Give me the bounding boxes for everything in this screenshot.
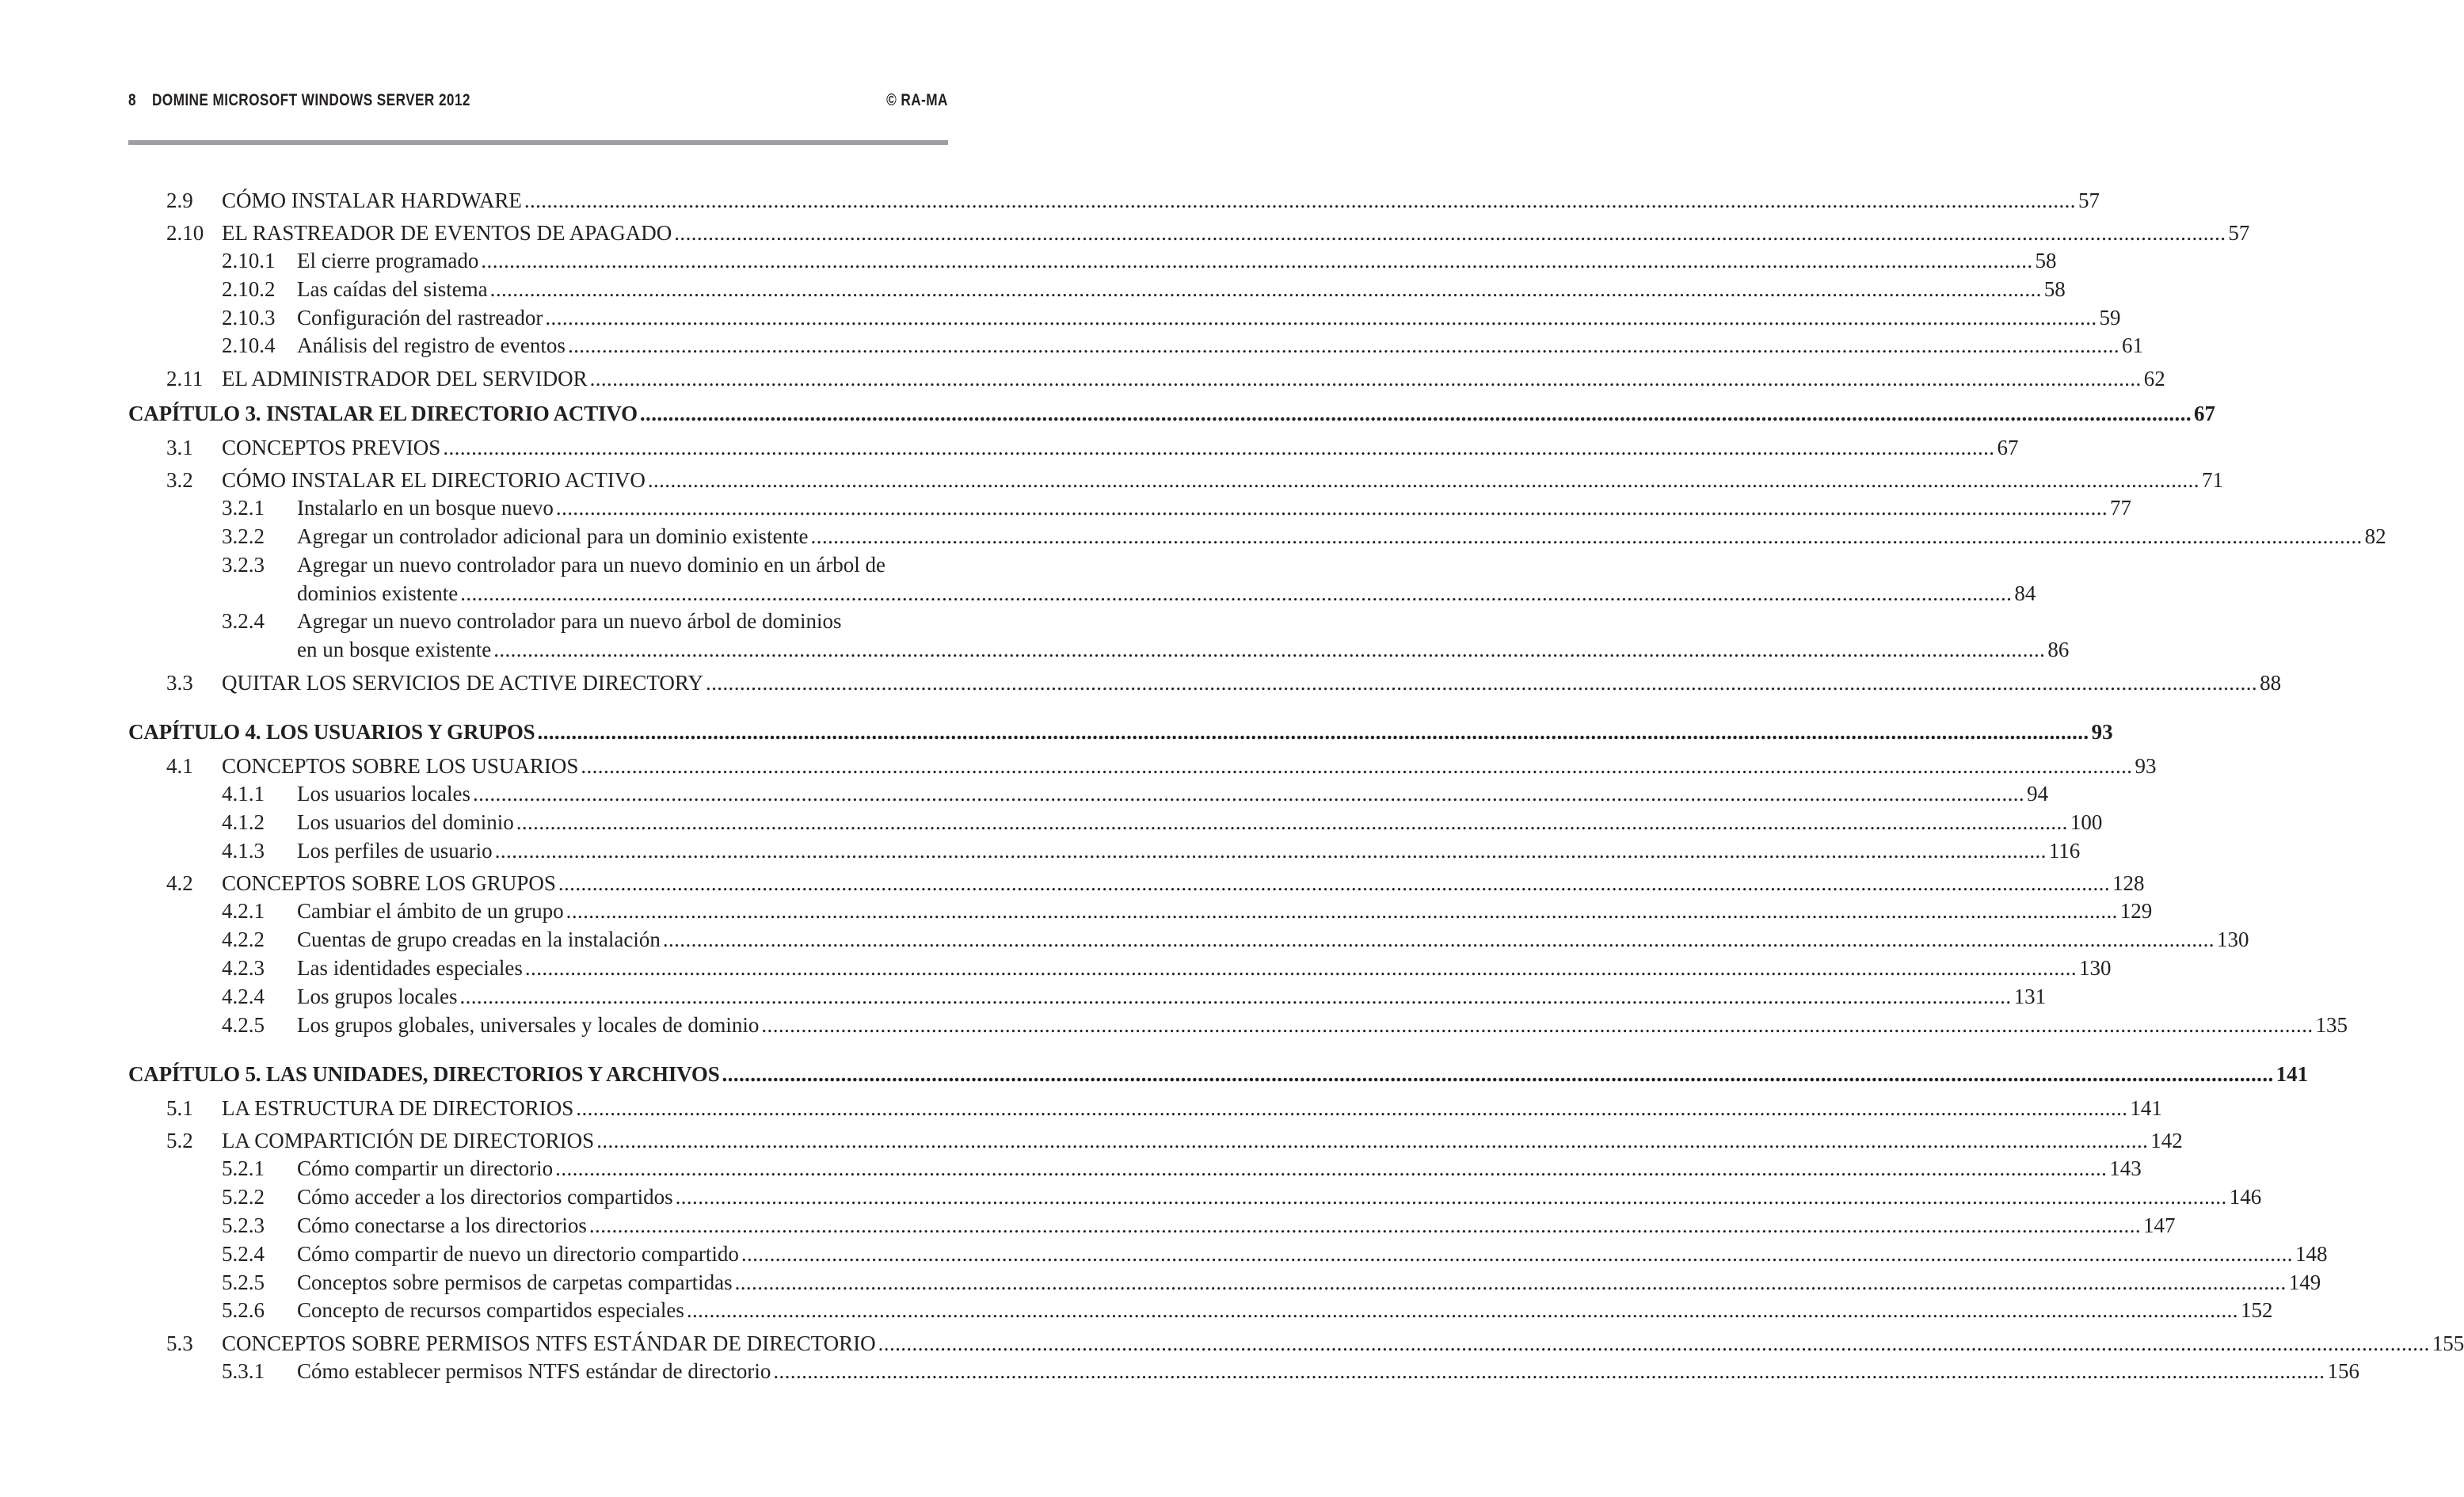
- entry-number: 2.10.2: [222, 276, 276, 301]
- entry-title: CONCEPTOS SOBRE LOS GRUPOS: [222, 871, 556, 896]
- dot-leader: [640, 398, 2192, 429]
- entry-page: 100: [2070, 809, 2103, 834]
- entry-number: 2.10: [166, 221, 204, 245]
- toc-entry-section[interactable]: [128, 669, 2282, 697]
- toc-entry-subsection[interactable]: [128, 523, 2386, 551]
- entry-title: Los usuarios del dominio: [297, 809, 514, 834]
- entry-title: CONCEPTOS SOBRE PERMISOS NTFS ESTÁNDAR DE DIRECTORIO: [222, 1331, 876, 1356]
- toc-entry-section[interactable]: [128, 1126, 2183, 1155]
- toc-entry-subsection[interactable]: [128, 983, 2047, 1011]
- entry-title-continued: en un bosque existente: [297, 638, 492, 662]
- toc-entry-subsection[interactable]: [128, 608, 948, 636]
- toc-entry-subsection[interactable]: [128, 551, 948, 580]
- entry-number: 5.2.5: [222, 1270, 265, 1294]
- entry-title: Las caídas del sistema: [297, 276, 488, 301]
- toc-entry-subsection[interactable]: [128, 1011, 2348, 1040]
- dot-leader: [674, 219, 2226, 247]
- dot-leader: [722, 1058, 2274, 1090]
- dot-leader: [811, 523, 2363, 551]
- entry-number: 4.2.4: [222, 984, 265, 1008]
- entry-number: 4.2.1: [222, 899, 265, 924]
- entry-title: CONCEPTOS SOBRE LOS USUARIOS: [222, 753, 579, 778]
- toc-entry-subsection[interactable]: [128, 332, 2144, 360]
- entry-page: 146: [2229, 1185, 2262, 1209]
- entry-title: Cómo acceder a los directorios compartidos: [297, 1185, 673, 1209]
- entry-number: 3.2.1: [222, 496, 265, 520]
- toc-entry-subsection[interactable]: [128, 1155, 2142, 1183]
- entry-title: CAPÍTULO 4. LOS USUARIOS Y GRUPOS: [128, 719, 535, 744]
- entry-title: Conceptos sobre permisos de carpetas compartidas: [297, 1270, 733, 1294]
- toc-entry-subsection[interactable]: [128, 304, 2121, 333]
- header-left: [128, 91, 482, 110]
- entry-number: 5.3: [166, 1331, 193, 1356]
- entry-title: Cómo compartir de nuevo un directorio compartido: [297, 1241, 739, 1266]
- entry-number: 4.2.2: [222, 928, 265, 952]
- entry-title: LA ESTRUCTURA DE DIRECTORIOS: [222, 1096, 574, 1121]
- dot-leader: [596, 1126, 2148, 1155]
- entry-title: Agregar un nuevo controlador para un nuevo árbol de dominios: [297, 609, 842, 634]
- entry-page: 77: [2110, 496, 2132, 520]
- dot-leader: [676, 1183, 2227, 1212]
- entry-page: 62: [2143, 367, 2165, 391]
- entry-page: 141: [2130, 1096, 2162, 1121]
- entry-title: Configuración del rastreador: [297, 305, 543, 329]
- entry-number: 4.1.2: [222, 809, 265, 834]
- toc-entry-continuation[interactable]: [128, 580, 2036, 608]
- entry-page: 94: [2027, 781, 2049, 806]
- entry-page: 149: [2288, 1270, 2321, 1294]
- dot-leader: [568, 332, 2119, 360]
- entry-page: 129: [2119, 899, 2153, 924]
- entry-page: 67: [1997, 436, 2019, 460]
- entry-page: 155: [2432, 1331, 2464, 1356]
- entry-number: 5.2.2: [222, 1185, 265, 1209]
- book-title: DOMINE MICROSOFT WINDOWS SERVER 2012: [151, 91, 470, 109]
- entry-page: 84: [2014, 581, 2036, 605]
- dot-leader: [556, 494, 2108, 523]
- entry-title: QUITAR LOS SERVICIOS DE ACTIVE DIRECTORY: [222, 670, 703, 695]
- dot-leader: [443, 433, 1994, 462]
- entry-title-continued: dominios existente: [297, 581, 459, 605]
- entry-page: 131: [2013, 984, 2047, 1008]
- entry-title: Instalarlo en un bosque nuevo: [297, 496, 554, 520]
- toc-entry-section[interactable]: [128, 186, 2100, 215]
- toc-entry-section[interactable]: [128, 364, 2165, 393]
- entry-title: Los grupos locales: [297, 984, 458, 1008]
- dot-leader: [663, 926, 2215, 954]
- entry-title: Concepto de recursos compartidos especiales: [297, 1298, 684, 1323]
- entry-number: 5.2.4: [222, 1241, 265, 1266]
- dot-leader: [493, 636, 2045, 665]
- entry-page: 61: [2122, 333, 2144, 358]
- entry-number: 3.2: [166, 468, 193, 493]
- entry-title: CAPÍTULO 3. INSTALAR EL DIRECTORIO ACTIVO: [128, 402, 638, 426]
- toc-entry-section[interactable]: [128, 752, 2157, 780]
- entry-number: 4.2.5: [222, 1012, 265, 1037]
- entry-title: El cierre programado: [297, 249, 479, 272]
- toc-entry-subsection[interactable]: [128, 837, 2081, 866]
- entry-number: 3.3: [166, 670, 193, 695]
- dot-leader: [648, 466, 2199, 494]
- entry-number: 5.2.1: [222, 1156, 265, 1181]
- entry-number: 3.2.3: [222, 552, 265, 577]
- entry-title: CAPÍTULO 5. LAS UNIDADES, DIRECTORIOS Y ARCHIVOS: [128, 1062, 720, 1087]
- dot-leader: [495, 837, 2047, 866]
- entry-title: EL RASTREADOR DE EVENTOS DE APAGADO: [222, 221, 672, 245]
- toc-entry-subsection[interactable]: [128, 1212, 2176, 1240]
- entry-number: 4.2.3: [222, 955, 265, 980]
- entry-title: LA COMPARTICIÓN DE DIRECTORIOS: [222, 1129, 595, 1153]
- toc-entry-subsection[interactable]: [128, 809, 2103, 837]
- entry-number: 5.2.3: [222, 1213, 265, 1237]
- toc-entry-subsection[interactable]: [128, 494, 2132, 523]
- dot-leader: [589, 1212, 2141, 1240]
- toc-entry-section[interactable]: [128, 1094, 2162, 1122]
- toc-entry-section[interactable]: [128, 869, 2145, 897]
- entry-page: 86: [2047, 638, 2070, 662]
- entry-title: CONCEPTOS PREVIOS: [222, 436, 441, 460]
- entry-title: Agregar un controlador adicional para un dominio existente: [297, 524, 809, 548]
- entry-number: 2.10.4: [222, 333, 276, 358]
- dot-leader: [741, 1240, 2293, 1269]
- entry-page: 88: [2260, 670, 2282, 695]
- entry-number: 2.9: [166, 189, 193, 212]
- entry-title: Cómo conectarse a los directorios: [297, 1213, 587, 1237]
- entry-title: Las identidades especiales: [297, 955, 523, 980]
- toc-entry-subsection[interactable]: [128, 1269, 2321, 1297]
- toc-entry-subsection[interactable]: [128, 954, 2112, 983]
- entry-page: 147: [2143, 1213, 2176, 1237]
- entry-page: 82: [2364, 524, 2386, 548]
- entry-number: 4.1.3: [222, 838, 265, 863]
- entry-number: 5.2.6: [222, 1298, 265, 1323]
- entry-number: 4.1.1: [222, 781, 265, 806]
- entry-page: 156: [2327, 1359, 2359, 1384]
- table-of-contents: [128, 182, 2464, 1386]
- entry-page: 135: [2315, 1012, 2348, 1037]
- entry-title: Cómo compartir un directorio: [297, 1156, 554, 1181]
- entry-page: 93: [2135, 753, 2157, 778]
- header-rule: [128, 140, 948, 145]
- toc-entry-subsection[interactable]: [128, 276, 2066, 304]
- toc-entry-chapter[interactable]: [128, 398, 2216, 429]
- dot-leader: [545, 304, 2096, 333]
- entry-page: 128: [2112, 871, 2145, 896]
- toc-entry-subsection[interactable]: [128, 1240, 2328, 1269]
- dot-leader: [566, 897, 2118, 926]
- entry-title: Los perfiles de usuario: [297, 838, 493, 863]
- entry-title: Cambiar el ámbito de un grupo: [297, 899, 564, 924]
- dot-leader: [490, 276, 2042, 304]
- dot-leader: [706, 669, 2257, 697]
- entry-number: 4.1: [166, 753, 193, 778]
- dot-leader: [761, 1011, 2313, 1040]
- dot-leader: [735, 1269, 2287, 1297]
- entry-number: 2.11: [166, 367, 204, 391]
- toc-entry-section[interactable]: [128, 433, 2019, 462]
- toc-entry-subsection[interactable]: [128, 897, 2153, 926]
- entry-title: CÓMO INSTALAR HARDWARE: [222, 189, 522, 212]
- entry-title: CÓMO INSTALAR EL DIRECTORIO ACTIVO: [222, 468, 646, 493]
- toc-entry-chapter[interactable]: [128, 716, 2113, 748]
- entry-page: 130: [2079, 955, 2112, 980]
- entry-title: Cómo establecer permisos NTFS estándar de directorio: [297, 1359, 771, 1384]
- entry-page: 58: [2035, 249, 2057, 272]
- entry-title: Análisis del registro de eventos: [297, 333, 566, 358]
- entry-number: 3.2.2: [222, 524, 265, 548]
- toc-entry-subsection[interactable]: [128, 780, 2049, 809]
- dot-leader: [558, 869, 2110, 897]
- toc-entry-section[interactable]: [128, 1329, 2464, 1358]
- dot-leader: [773, 1358, 2325, 1386]
- entry-page: 57: [2077, 189, 2100, 212]
- entry-page: 93: [2091, 719, 2113, 744]
- dot-leader: [687, 1297, 2238, 1325]
- toc-entry-section[interactable]: [128, 219, 2250, 247]
- entry-number: 4.2: [166, 871, 193, 896]
- entry-page: 130: [2216, 928, 2249, 952]
- entry-page: 71: [2201, 468, 2223, 493]
- dot-leader: [516, 809, 2068, 837]
- entry-page: 141: [2275, 1062, 2309, 1087]
- entry-page: 67: [2194, 402, 2216, 426]
- entry-number: 5.1: [166, 1096, 193, 1121]
- publisher: © RA-MA: [886, 91, 948, 109]
- entry-page: 57: [2228, 221, 2250, 245]
- entry-page: 152: [2240, 1298, 2273, 1323]
- entry-page: 116: [2048, 838, 2081, 863]
- dot-leader: [481, 247, 2032, 276]
- entry-title: Los usuarios locales: [297, 781, 470, 806]
- entry-page: 143: [2109, 1156, 2142, 1181]
- toc-entry-subsection[interactable]: [128, 1297, 2273, 1325]
- entry-page: 142: [2150, 1129, 2183, 1153]
- entry-title: Los grupos globales, universales y locales de dominio: [297, 1012, 760, 1037]
- entry-number: 5.2: [166, 1129, 193, 1153]
- entry-page: 58: [2043, 276, 2066, 301]
- entry-title: EL ADMINISTRADOR DEL SERVIDOR: [222, 367, 588, 391]
- toc-entry-subsection[interactable]: [128, 247, 2057, 276]
- entry-number: 3.2.4: [222, 609, 265, 634]
- dot-leader: [524, 186, 2076, 215]
- toc-entry-subsection[interactable]: [128, 926, 2249, 954]
- entry-number: 5.3.1: [222, 1359, 265, 1384]
- entry-page: 59: [2099, 305, 2121, 329]
- dot-leader: [473, 780, 2024, 809]
- dot-leader: [581, 752, 2132, 780]
- entry-title: Cuentas de grupo creadas en la instalación: [297, 928, 661, 952]
- page-number: 8: [128, 91, 136, 109]
- toc-entry-continuation[interactable]: [128, 636, 2070, 665]
- dot-leader: [576, 1094, 2127, 1122]
- entry-number: 2.10.1: [222, 249, 276, 272]
- toc-entry-section[interactable]: [128, 466, 2223, 494]
- dot-leader: [459, 983, 2011, 1011]
- dot-leader: [555, 1155, 2107, 1183]
- entry-page: 148: [2295, 1241, 2328, 1266]
- toc-entry-subsection[interactable]: [128, 1358, 2359, 1386]
- dot-leader: [590, 364, 2142, 393]
- toc-entry-chapter[interactable]: [128, 1058, 2309, 1090]
- entry-number: 3.1: [166, 436, 193, 460]
- running-header: [128, 91, 948, 110]
- toc-entry-subsection[interactable]: [128, 1183, 2262, 1212]
- entry-number: 2.10.3: [222, 305, 276, 329]
- dot-leader: [878, 1329, 2430, 1358]
- dot-leader: [537, 716, 2089, 748]
- entry-title: Agregar un nuevo controlador para un nuevo dominio en un árbol de: [297, 552, 886, 577]
- dot-leader: [460, 580, 2012, 608]
- dot-leader: [525, 954, 2077, 983]
